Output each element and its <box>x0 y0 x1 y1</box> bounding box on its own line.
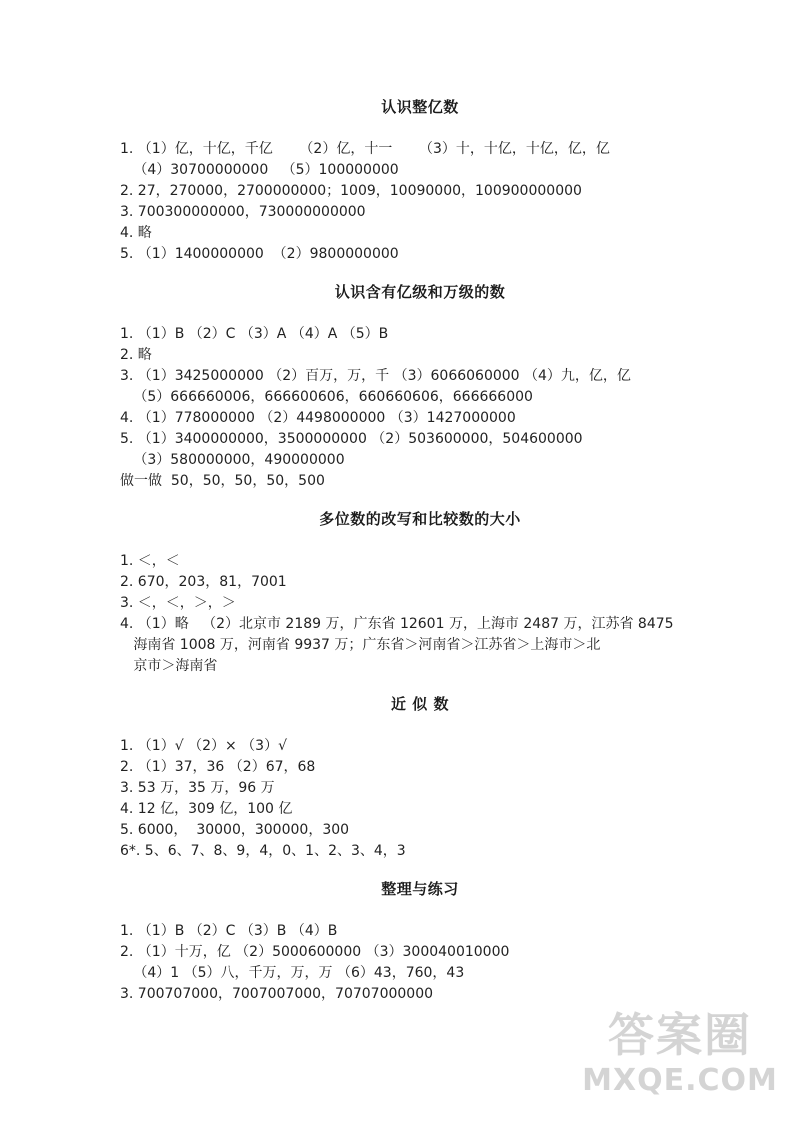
answer-line: 2. 27，270000，2700000000；1009，10090000，100900000000 <box>120 183 582 199</box>
section-5 <box>120 878 720 1005</box>
section-title: 多位数的改写和比较数的大小 <box>319 510 521 528</box>
answer-line: 2. （1）十万，亿 （2）5000600000 （3）300040010000 <box>120 944 510 960</box>
watermark-logo: 答案圈 <box>608 1008 752 1062</box>
answer-line: 2. （1）37，36 （2）67，68 <box>120 759 316 775</box>
answer-line: 1. （1）B （2）C （3）A （4）A （5）B <box>120 326 389 342</box>
answer-line: 5. （1）3400000000，3500000000 （2）503600000，504600000 <box>120 431 583 447</box>
answer-line: 5. 6000， 30000，300000，300 <box>120 822 350 838</box>
answer-line: 1. ＜，＜ <box>120 553 180 569</box>
answer-line: 4. （1）略 （2）北京市 2189 万，广东省 12601 万，上海市 2487 万，江苏省 8475 <box>120 616 674 632</box>
answer-line: （5）666660006，666600606，660660606，666666000 <box>120 389 533 405</box>
answer-line: 3. 53 万，35 万，96 万 <box>120 780 275 796</box>
answer-line: 做一做 50，50，50，50，500 <box>120 473 325 489</box>
answer-line: 3. （1）3425000000 （2）百万，万，千 （3）6066060000 （4）九，亿，亿 <box>120 368 631 384</box>
answer-line: 京市＞海南省 <box>120 658 218 674</box>
watermark <box>580 1007 780 1122</box>
section-1 <box>120 96 720 265</box>
answer-line: 海南省 1008 万，河南省 9937 万；广东省＞河南省＞江苏省＞上海市＞北 <box>120 637 601 653</box>
answer-line: 4. 12 亿，309 亿，100 亿 <box>120 801 293 817</box>
section-2 <box>120 281 720 492</box>
answer-page <box>120 96 720 1021</box>
section-title: 整理与练习 <box>381 880 459 898</box>
section-3 <box>120 508 720 677</box>
watermark-site: MXQE.COM <box>582 1063 778 1098</box>
answer-line: 1. （1）√ （2）× （3）√ <box>120 738 288 754</box>
answer-line: 1. （1）亿，十亿，千亿 （2）亿，十一 （3）十，十亿，十亿，亿，亿 <box>120 141 610 157</box>
answer-line: （3）580000000，490000000 <box>120 452 345 468</box>
answer-line: （4）1 （5）八，千万，万，万 （6）43，760，43 <box>120 965 465 981</box>
section-4 <box>120 693 720 862</box>
answer-line: 5. （1）1400000000 （2）9800000000 <box>120 246 399 262</box>
answer-line: （4）30700000000 （5）100000000 <box>120 162 399 178</box>
answer-line: 3. 700300000000，730000000000 <box>120 204 366 220</box>
section-title: 认识含有亿级和万级的数 <box>334 283 506 301</box>
answer-line: 4. （1）778000000 （2）4498000000 （3）1427000000 <box>120 410 516 426</box>
section-title: 认识整亿数 <box>381 98 459 116</box>
answer-line: 6*. 5、6、7、8、9，4，0、1、2、3、4，3 <box>120 843 406 859</box>
section-title: 近 似 数 <box>391 695 449 713</box>
answer-line: 4. 略 <box>120 225 152 241</box>
answer-line: 2. 略 <box>120 347 152 363</box>
answer-line: 1. （1）B （2）C （3）B （4）B <box>120 923 338 939</box>
answer-line: 3. ＜，＜，＞，＞ <box>120 595 236 611</box>
answer-line: 3. 700707000，7007007000，70707000000 <box>120 986 434 1002</box>
answer-line: 2. 670，203，81，7001 <box>120 574 287 590</box>
